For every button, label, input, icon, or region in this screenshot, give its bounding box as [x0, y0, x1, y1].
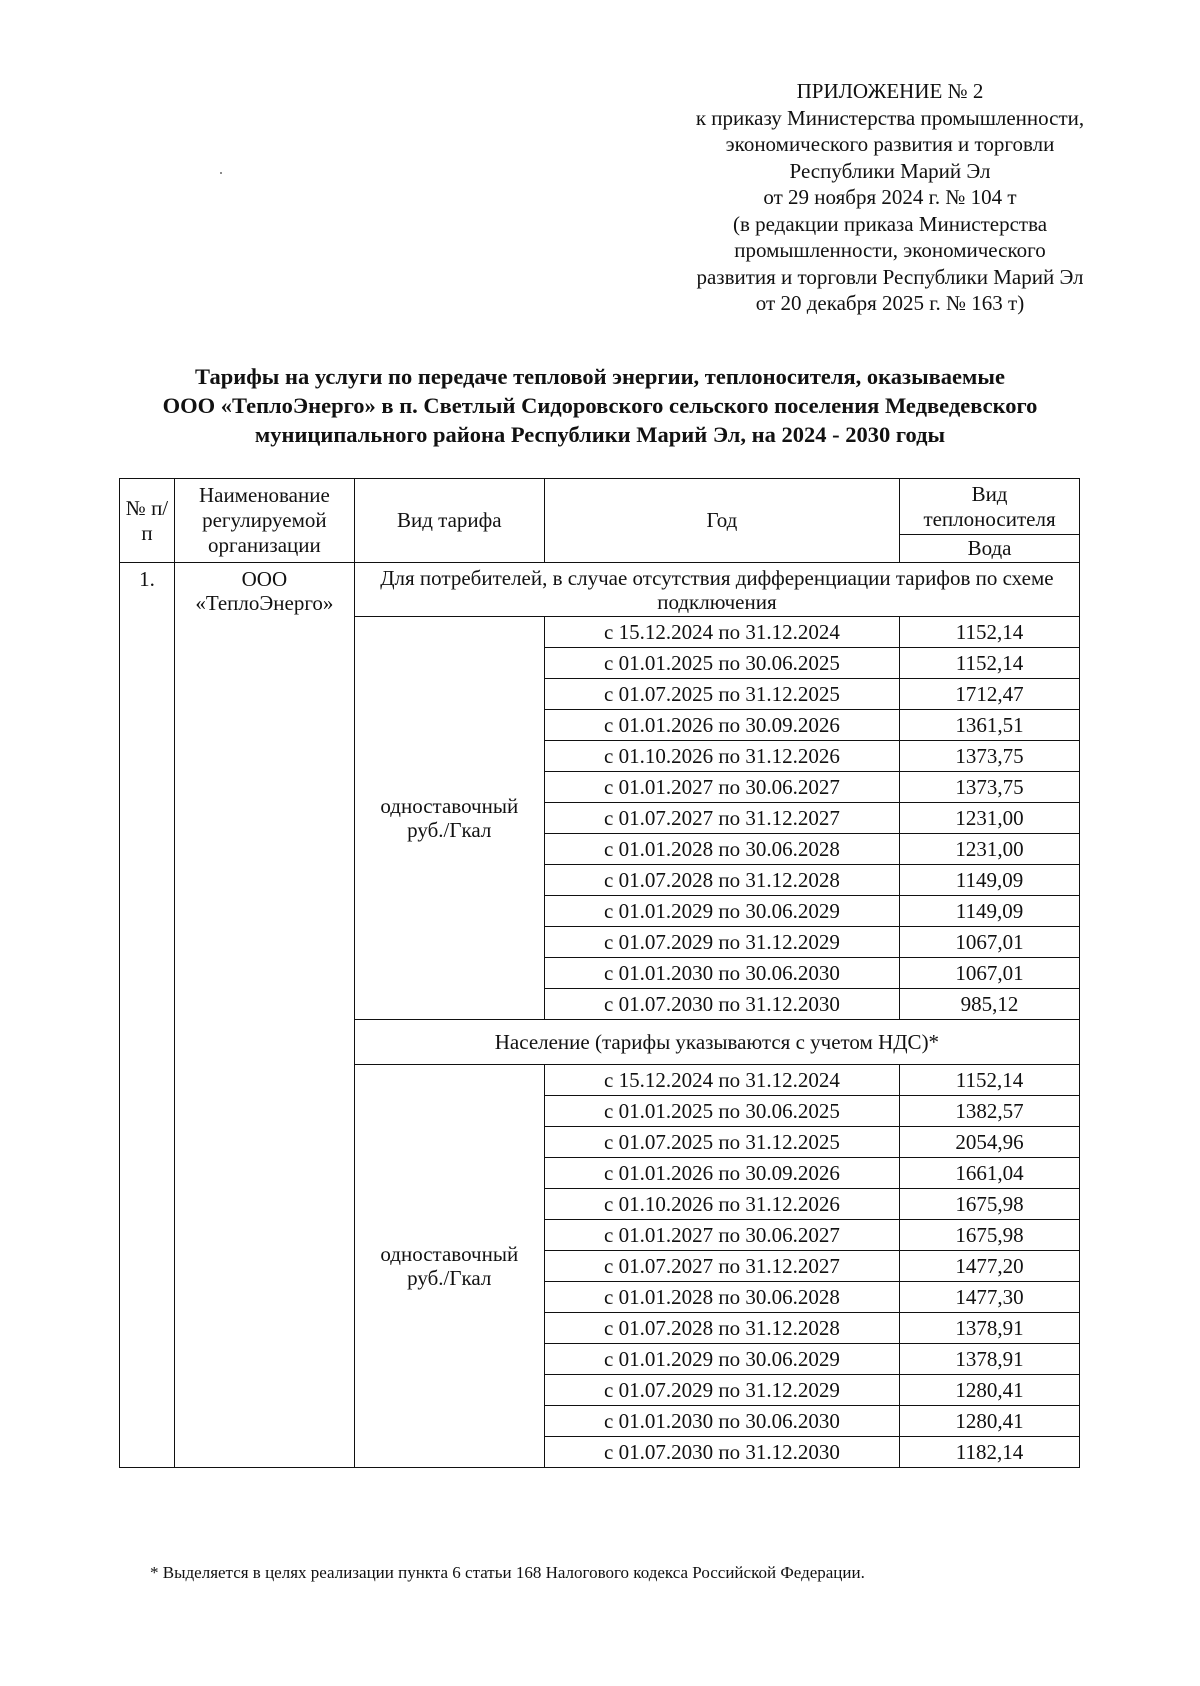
period-cell: с 01.10.2026 по 31.12.2026 [544, 1189, 899, 1220]
header-water: Вода [900, 535, 1080, 563]
appendix-line: от 29 ноября 2024 г. № 104 т [763, 185, 1017, 209]
appendix-line: ПРИЛОЖЕНИЕ № 2 [796, 79, 984, 103]
section-title: Для потребителей, в случае отсутствия дифференциации тарифов по схеме подключения [354, 563, 1079, 617]
value-cell: 1152,14 [900, 617, 1080, 648]
period-cell: с 01.07.2027 по 31.12.2027 [544, 803, 899, 834]
appendix-line: развития и торговли Республики Марий Эл [696, 264, 1084, 289]
period-cell: с 01.07.2028 по 31.12.2028 [544, 865, 899, 896]
header-year: Год [544, 479, 899, 563]
period-cell: с 01.07.2028 по 31.12.2028 [544, 1313, 899, 1344]
period-cell: с 01.01.2029 по 30.06.2029 [544, 896, 899, 927]
period-cell: с 01.07.2030 по 31.12.2030 [544, 989, 899, 1020]
title-line: ООО «ТеплоЭнерго» в п. Светлый Сидоровского сельского поселения Медведевского [162, 393, 1038, 418]
period-cell: с 01.07.2025 по 31.12.2025 [544, 679, 899, 710]
value-cell: 985,12 [900, 989, 1080, 1020]
period-cell: с 01.01.2028 по 30.06.2028 [544, 834, 899, 865]
period-cell: с 15.12.2024 по 31.12.2024 [544, 617, 899, 648]
period-cell: с 01.07.2027 по 31.12.2027 [544, 1251, 899, 1282]
section-title: Население (тарифы указываются с учетом НДС)* [354, 1020, 1079, 1065]
appendix-line: Республики Марий Эл [789, 158, 991, 183]
value-cell: 1149,09 [900, 865, 1080, 896]
title-line: муниципального района Республики Марий Эл, на 2024 - 2030 годы [254, 422, 946, 447]
period-cell: с 01.01.2026 по 30.09.2026 [544, 1158, 899, 1189]
footnote: * Выделяется в целях реализации пункта 6 статьи 168 Налогового кодекса Российской Федерации. [150, 1563, 865, 1582]
appendix-line: промышленности, экономического [734, 238, 1046, 262]
value-cell: 1477,20 [900, 1251, 1080, 1282]
org-name: ООО «ТеплоЭнерго» [174, 563, 354, 1468]
value-cell: 1373,75 [900, 772, 1080, 803]
value-cell: 1067,01 [900, 927, 1080, 958]
value-cell: 1712,47 [900, 679, 1080, 710]
value-cell: 1382,57 [900, 1096, 1080, 1127]
period-cell: с 01.07.2029 по 31.12.2029 [544, 1375, 899, 1406]
tariff-type-label: одноставочный руб./Гкал [354, 617, 544, 1020]
row-number: 1. [120, 563, 175, 1468]
period-cell: с 01.07.2029 по 31.12.2029 [544, 927, 899, 958]
value-cell: 1675,98 [900, 1220, 1080, 1251]
tariff-table [119, 478, 1080, 1468]
period-cell: с 01.01.2026 по 30.09.2026 [544, 710, 899, 741]
value-cell: 1067,01 [900, 958, 1080, 989]
value-cell: 1182,14 [900, 1437, 1080, 1468]
appendix-header [640, 78, 1140, 317]
value-cell: 1378,91 [900, 1313, 1080, 1344]
period-cell: с 01.07.2025 по 31.12.2025 [544, 1127, 899, 1158]
value-cell: 1477,30 [900, 1282, 1080, 1313]
value-cell: 1149,09 [900, 896, 1080, 927]
tariff-type-label: одноставочный руб./Гкал [354, 1065, 544, 1468]
value-cell: 1373,75 [900, 741, 1080, 772]
value-cell: 1152,14 [900, 648, 1080, 679]
value-cell: 1661,04 [900, 1158, 1080, 1189]
scan-speck [220, 172, 222, 174]
period-cell: с 01.01.2025 по 30.06.2025 [544, 648, 899, 679]
header-org: Наименование регулируемой организации [174, 479, 354, 563]
period-cell: с 01.01.2028 по 30.06.2028 [544, 1282, 899, 1313]
period-cell: с 01.01.2025 по 30.06.2025 [544, 1096, 899, 1127]
period-cell: с 15.12.2024 по 31.12.2024 [544, 1065, 899, 1096]
appendix-line: (в редакции приказа Министерства [732, 211, 1048, 236]
value-cell: 1280,41 [900, 1375, 1080, 1406]
period-cell: с 01.01.2030 по 30.06.2030 [544, 958, 899, 989]
header-carrier: Вид теплоносителя [900, 479, 1080, 535]
appendix-line: к приказу Министерства промышленности, [695, 105, 1085, 130]
value-cell: 1280,41 [900, 1406, 1080, 1437]
period-cell: с 01.01.2027 по 30.06.2027 [544, 1220, 899, 1251]
period-cell: с 01.01.2030 по 30.06.2030 [544, 1406, 899, 1437]
value-cell: 1152,14 [900, 1065, 1080, 1096]
value-cell: 1231,00 [900, 803, 1080, 834]
period-cell: с 01.07.2030 по 31.12.2030 [544, 1437, 899, 1468]
header-tariff-type: Вид тарифа [354, 479, 544, 563]
section-row [120, 563, 1080, 617]
document-title [80, 362, 1120, 449]
period-cell: с 01.01.2027 по 30.06.2027 [544, 772, 899, 803]
title-line: Тарифы на услуги по передаче тепловой энергии, теплоносителя, оказываемые [195, 364, 1005, 389]
header-num: № п/п [120, 479, 175, 563]
value-cell: 1675,98 [900, 1189, 1080, 1220]
value-cell: 1231,00 [900, 834, 1080, 865]
period-cell: с 01.01.2029 по 30.06.2029 [544, 1344, 899, 1375]
value-cell: 1361,51 [900, 710, 1080, 741]
table-header-row [120, 479, 1080, 535]
value-cell: 2054,96 [900, 1127, 1080, 1158]
value-cell: 1378,91 [900, 1344, 1080, 1375]
appendix-line: от 20 декабря 2025 г. № 163 т) [755, 291, 1025, 315]
period-cell: с 01.10.2026 по 31.12.2026 [544, 741, 899, 772]
appendix-line: экономического развития и торговли [725, 132, 1055, 156]
